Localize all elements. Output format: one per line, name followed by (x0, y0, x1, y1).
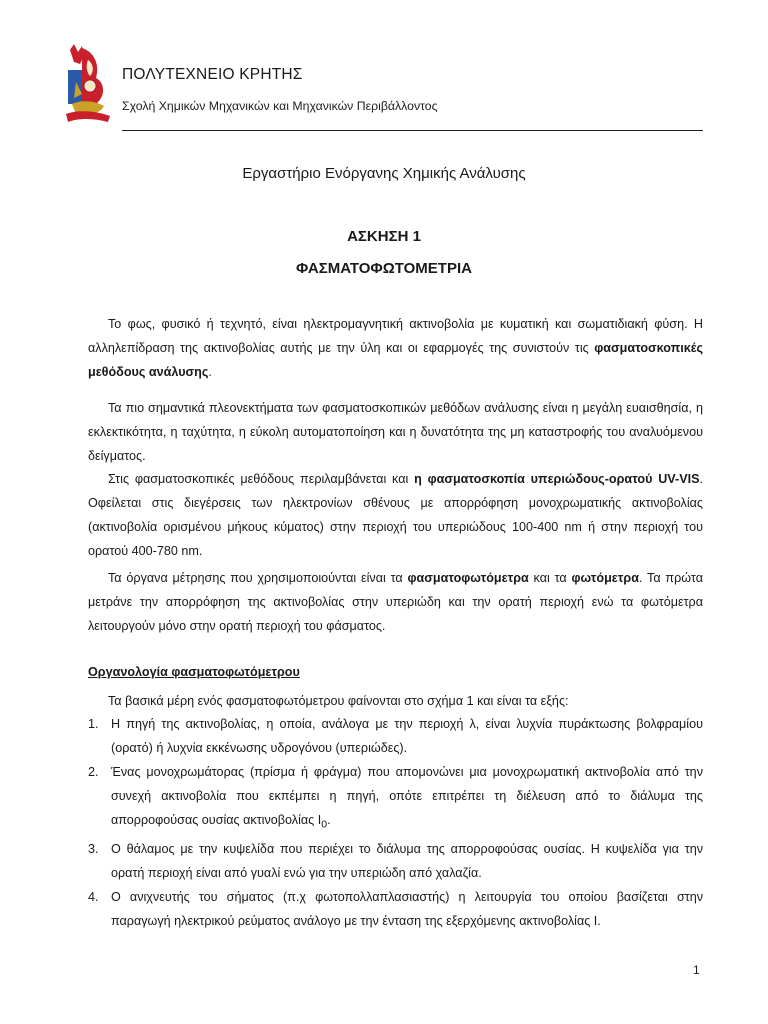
list-number: 2. (88, 765, 99, 779)
paragraph-text: και τα (528, 571, 572, 585)
university-seal-icon (60, 42, 116, 128)
bold-term: φασματοφωτόμετρα (407, 571, 529, 585)
bold-term: φωτόμετρα (571, 571, 639, 585)
institution-name: ΠΟΛΥΤΕΧΝΕΙΟ ΚΡΗΤΗΣ (122, 66, 303, 83)
paragraph-text: Στις φασματοσκοπικές μεθόδους περιλαμβάνεται και (108, 472, 415, 486)
subscript: 0 (321, 818, 328, 831)
list-item (88, 837, 703, 885)
paragraph-text: . Τα πρώτα μετράνε την απορρόφηση της ακτινοβολίας στην υπεριώδη και την ορατή περιοχή ενώ τα φωτόμετρα λειτουργούν μόνο στην ορατή περιοχή του φάσματος. (88, 571, 704, 633)
list-number: 3. (88, 841, 99, 856)
list-number: 1. (88, 717, 99, 731)
paragraph-text: Το φως, φυσικό ή τεχνητό, είναι ηλεκτρομαγνητική ακτινοβολία με κυματική και σωματιδιακή φύση. Η αλληλεπίδραση της ακτινοβολίας αυτής με την ύλη και οι εφαρμογές της συνιστούν τις (88, 317, 703, 355)
exercise-number: ΑΣΚΗΣΗ 1 (347, 228, 421, 245)
exercise-title: ΦΑΣΜΑΤΟΦΩΤΟΜΕΤΡΙΑ (296, 260, 472, 277)
lab-title: Εργαστήριο Ενόργανης Χημικής Ανάλυσης (242, 165, 526, 182)
list-number: 4. (88, 889, 99, 904)
section-intro: Τα βασικά μέρη ενός φασματοφωτόμετρου φαίνονται στο σχήμα 1 και είναι τα εξής: (108, 694, 569, 708)
paragraph-text: Τα όργανα μέτρησης που χρησιμοποιούνται είναι τα (108, 571, 408, 585)
header-divider (122, 130, 703, 131)
bold-term: η φασματοσκοπία υπεριώδους-ορατού UV-VIS (414, 472, 700, 486)
list-item-text: Η πηγή της ακτινοβολίας, η οποία, ανάλογα με την περιοχή λ, είναι λυχνία πυράκτωσης βολφραμίου (ορατό) ή λυχνία εκκένωσης υδρογόνου (υπεριώδες). (111, 717, 703, 755)
paragraph-instruments (88, 566, 703, 638)
paragraph-advantages (88, 396, 703, 468)
list-item (88, 885, 703, 933)
list-item (88, 712, 703, 760)
list-item-text: Ο ανιχνευτής του σήματος (π.χ φωτοπολλαπλασιαστής) η λειτουργία του οποίου βασίζεται στην παραγωγή ηλεκτρικού ρεύματος ανάλογο με την ένταση της εξερχόμενης ακτινοβολίας I. (111, 889, 703, 928)
section-heading: Οργανολογία φασματοφωτόμετρου (88, 665, 300, 679)
paragraph-text: Τα πιο σημαντικά πλεονεκτήματα των φασματοσκοπικών μεθόδων ανάλυσης είναι η μεγάλη ευαισθησία, η εκλεκτικότητα, η ταχύτητα, η εύκολη αυτοματοποίηση και η δυνατότητα της μη καταστροφής του αναλυόμενου δείγματος. (88, 401, 703, 463)
list-item-text: . (327, 813, 331, 827)
paragraph-text: . (208, 365, 212, 379)
list-item (88, 760, 703, 837)
paragraph-intro (88, 312, 703, 384)
list-item-text: Ο θάλαμος με την κυψελίδα που περιέχει το διάλυμα της απορροφούσας ουσίας. Η κυψελίδα για την ορατή περιοχή είναι από γυαλί ενώ για την υπεριώδη από χαλαζία. (111, 841, 703, 880)
paragraph-text: . Οφείλεται στις διεγέρσεις των ηλεκτρονίων σθένους με απορρόφηση μονοχρωματικής ακτινοβολίας (ακτινοβολία ορισμένου μήκους κύματος) στην περιοχή του υπεριώδους 100-400 nm ή στην περιοχή του ορατού 400-780 nm. (88, 472, 703, 558)
paragraph-uv-vis (88, 467, 703, 563)
list-item-text: Ένας μονοχρωμάτορας (πρίσμα ή φράγμα) που απομονώνει μια μονοχρωματική ακτινοβολία από την συνεχή ακτινοβολία που εκπέμπει η πηγή, οπότε επιτρέπει τη διέλευση από το διάλυμα της απορροφούσας ουσίας ακτινοβολίας I (111, 765, 703, 827)
page-number: 1 (693, 963, 700, 977)
school-name: Σχολή Χημικών Μηχανικών και Μηχανικών Περιβάλλοντος (122, 99, 438, 113)
components-list (88, 712, 703, 933)
bold-term: φασματοσκοπικές μεθόδους ανάλυσης (88, 341, 703, 379)
